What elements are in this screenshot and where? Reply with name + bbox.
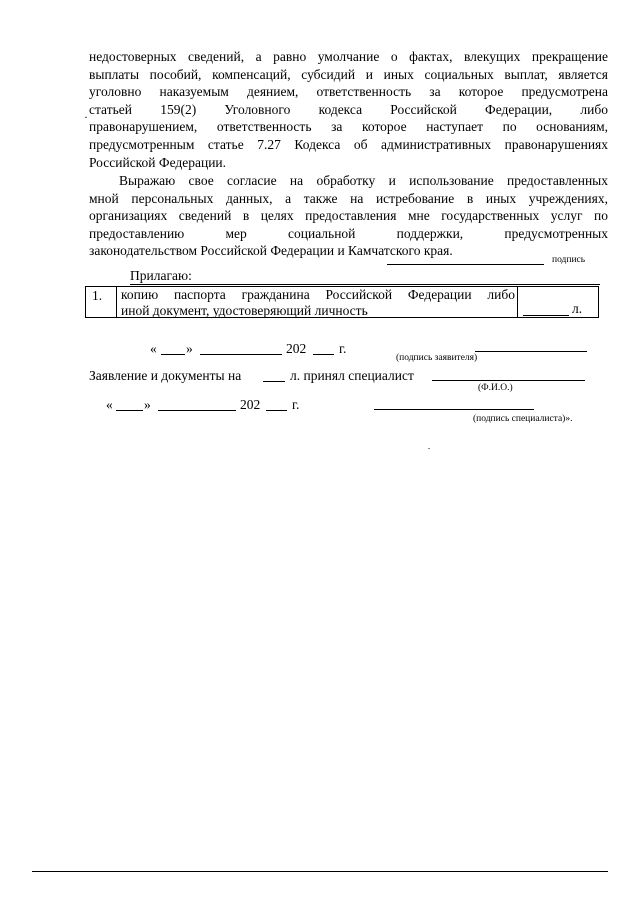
consent-signature-caption: подпись: [552, 255, 586, 265]
paragraph-line: Российской Федерации.: [89, 154, 227, 170]
row-description-line: иной документ, удостоверяющий личность: [121, 303, 368, 318]
applicant-signature-caption: (подпись заявителя): [396, 353, 478, 363]
paragraph-line: мной персональных данных, а также на истребование в иных учреждениях,: [89, 190, 608, 206]
paragraph-line: уголовно наказуемым деянием, ответственность за которое предусмотрена: [89, 84, 608, 100]
applicant-date-close-quote: »: [186, 341, 193, 356]
paragraph-line: предусмотренным статье 7.27 Кодекса об административных правонарушениях: [89, 136, 608, 152]
consent-signature-line[interactable]: [387, 264, 544, 265]
paragraph-line: статьей 159(2) Уголовного кодекса Российской Федерации, либо: [89, 101, 608, 117]
row-description-line: копию паспорта гражданина Российской Федерации либо: [121, 287, 515, 302]
applicant-date-day-field[interactable]: [161, 354, 185, 355]
scan-speck: [428, 448, 430, 449]
table-cell-description: [117, 287, 518, 317]
specialist-date-month-field[interactable]: [158, 410, 236, 411]
page-bottom-rule: [32, 871, 608, 872]
pages-count-field[interactable]: [523, 315, 569, 316]
table-cell-number: [86, 287, 117, 317]
paragraph-line: организациях сведений в целях предоставления мне государственных услуг по: [89, 208, 608, 224]
applicant-signature-line[interactable]: [475, 351, 587, 352]
accepted-pages-count-field[interactable]: [263, 381, 285, 382]
paragraph-line: законодательством Российской Федерации и Камчатского края.: [89, 243, 453, 259]
specialist-signature-line[interactable]: [374, 409, 534, 410]
pages-suffix: л.: [572, 301, 583, 316]
applicant-date-year-suffix: г.: [339, 341, 347, 356]
margin-mark: ·: [84, 110, 88, 124]
row-description: [121, 287, 515, 319]
paragraph-line: выплаты пособий, компенсаций, субсидий и иных социальных выплат, является: [89, 66, 608, 82]
row-number: 1.: [92, 288, 103, 303]
attachments-heading: Прилагаю:: [130, 268, 192, 283]
specialist-name-field[interactable]: [432, 380, 585, 381]
acceptance-text-middle: л. принял специалист: [290, 368, 414, 383]
specialist-date-year-prefix: 202: [240, 397, 261, 412]
specialist-date-year-field[interactable]: [266, 410, 287, 411]
specialist-date-open-quote: «: [106, 397, 113, 412]
applicant-date-year-field[interactable]: [313, 354, 334, 355]
applicant-date-open-quote: «: [150, 341, 157, 356]
applicant-date-year-prefix: 202: [286, 341, 307, 356]
paragraph-line: предоставлению мер социальной поддержки, предусмотренных: [89, 225, 608, 241]
specialist-date-day-field[interactable]: [116, 410, 143, 411]
specialist-date-year-suffix: г.: [292, 397, 300, 412]
consent-paragraph: [89, 172, 608, 260]
paragraph-line: правонарушением, ответственность за которое наступает по основаниям,: [89, 119, 608, 135]
fio-caption: (Ф.И.О.): [478, 383, 513, 393]
acceptance-text-before: Заявление и документы на: [89, 368, 242, 383]
paragraph-line: Выражаю свое согласие на обработку и использование предоставленных: [119, 173, 608, 188]
paragraph-line: недостоверных сведений, а равно умолчание о фактах, влекущих прекращение: [89, 49, 608, 64]
attachments-table: [85, 286, 599, 318]
warning-paragraph: [89, 48, 608, 171]
applicant-date-month-field[interactable]: [200, 354, 282, 355]
specialist-date-close-quote: »: [144, 397, 151, 412]
attachments-heading-rule: [130, 284, 600, 285]
specialist-signature-caption: (подпись специалиста)».: [473, 414, 573, 424]
